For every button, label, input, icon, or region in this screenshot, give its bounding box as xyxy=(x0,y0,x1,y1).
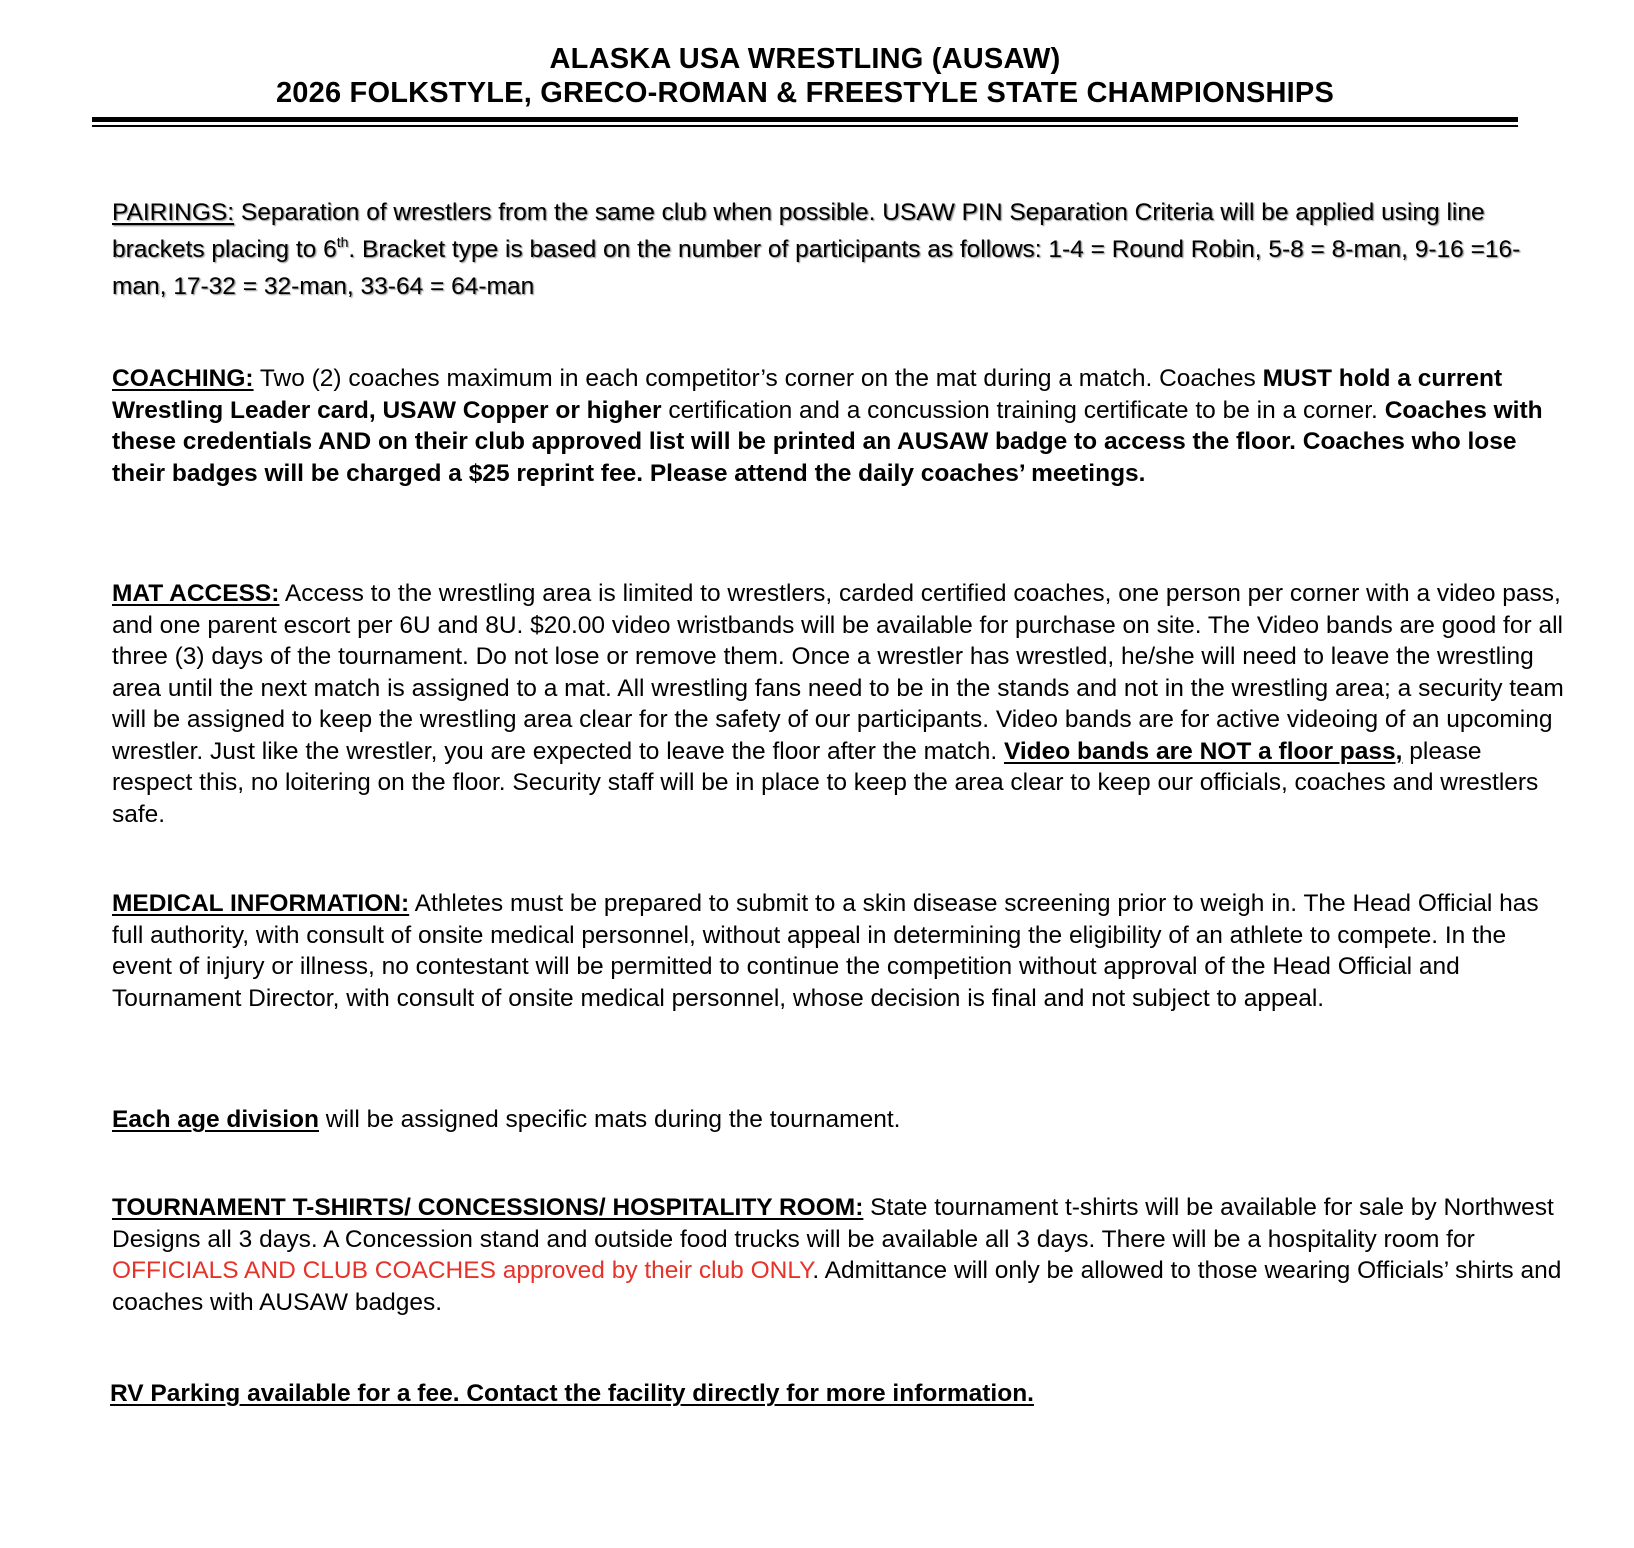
rv-parking-section xyxy=(110,1378,1562,1410)
medical-heading: MEDICAL INFORMATION: xyxy=(112,890,410,917)
coaching-heading: COACHING: xyxy=(112,365,254,392)
tshirts-heading: TOURNAMENT T-SHIRTS/ CONCESSIONS/ HOSPITALITY ROOM: xyxy=(112,1194,864,1221)
tshirts-text-a: State tournament t-shirts will be available for sale by Northwest Designs all 3 days. A Concession stand and outside food trucks will be available all 3 days. There will be a hospitality room for xyxy=(112,1194,1554,1253)
mat-access-heading: MAT ACCESS: xyxy=(112,580,280,607)
title-line-1: ALASKA USA WRESTLING (AUSAW) xyxy=(549,43,1061,75)
coaching-text-a: Two (2) coaches maximum in each competitor’s corner on the mat during a match. Coaches xyxy=(253,365,1263,392)
pairings-superscript: th xyxy=(336,234,349,250)
age-division-text: will be assigned specific mats during the tournament. xyxy=(318,1106,901,1133)
medical-section xyxy=(112,888,1564,1014)
mat-access-text-a: Access to the wrestling area is limited to wrestlers, carded certified coaches, one person per corner with a video pass, and one parent escort per 6U and 8U. $20.00 video wristbands will be available for purchase on site. The Video bands are good for all three (3) days of the tournament. Do not lose or remove them. Once a wrestler has wrestled, he/she will need to leave the wrestling area until the next match is assigned to a mat. All wrestling fans need to be in the stands and not in the wrestling area; a security team will be assigned to keep the wrestling area clear for the safety of our participants. Video bands are for active videoing of an upcoming wrestler. Just like the wrestler, you are expected to leave the floor after the match. xyxy=(112,580,1564,765)
age-division-section xyxy=(112,1104,1564,1136)
header-rule-thin xyxy=(92,125,1518,127)
coaching-bold-b: Coaches with these credentials AND on their club approved list will be printed an AUSAW badge to access the floor. Coaches who lose their badges will be charged a $25 reprint fee. Please attend the daily coaches’ meetings. xyxy=(112,396,1543,487)
medical-text: Athletes must be prepared to submit to a skin disease screening prior to weigh in. The Head Official has full authority, with consult of onsite medical personnel, without appeal in determining the eligibility of an athlete to compete. In the event of injury or illness, no contestant will be permitted to continue the competition without approval of the Head Official and Tournament Director, with consult of onsite medical personnel, whose decision is final and not subject to appeal. xyxy=(112,890,1539,1012)
rv-parking-text: RV Parking available for a fee. Contact the facility directly for more information. xyxy=(110,1380,1034,1407)
coaching-text-b: certification and a concussion training certificate to be in a corner. xyxy=(661,396,1385,424)
document-header xyxy=(92,42,1518,110)
coaching-bold-a: MUST hold a current Wrestling Leader card, USAW Copper or higher xyxy=(112,365,1503,424)
mat-access-text-b: please respect this, no loitering on the floor. Security staff will be in place to keep the area clear to keep our officials, coaches and wrestlers safe. xyxy=(112,737,1539,828)
pairings-text-b: . Bracket type is based on the number of participants as follows: 1-4 = Round Robin, 5-8 = 8-man, 9-16 =16-man, 17-32 = 32-man, 33-64 = 64-man xyxy=(112,236,1521,300)
tshirts-section xyxy=(112,1192,1564,1318)
video-bands-notice: Video bands are NOT a floor pass, xyxy=(1003,737,1403,765)
age-division-heading: Each age division xyxy=(112,1106,319,1133)
mat-access-section xyxy=(112,578,1564,830)
title-line-2: 2026 FOLKSTYLE, GRECO-ROMAN & FREESTYLE STATE CHAMPIONSHIPS xyxy=(275,77,1335,109)
tshirts-text-b: . Admittance will only be allowed to those wearing Officials’ shirts and coaches with AUSAW badges. xyxy=(112,1257,1562,1316)
hospitality-restriction: OFFICIALS AND CLUB COACHES approved by their club ONLY xyxy=(112,1257,813,1284)
header-rule-thick xyxy=(92,117,1518,122)
pairings-heading: PAIRINGS: xyxy=(112,199,235,226)
pairings-section xyxy=(112,194,1564,305)
pairings-text-a: Separation of wrestlers from the same club when possible. USAW PIN Separation Criteria will be applied using line brackets placing to 6 xyxy=(112,199,1485,263)
coaching-section xyxy=(112,363,1564,489)
